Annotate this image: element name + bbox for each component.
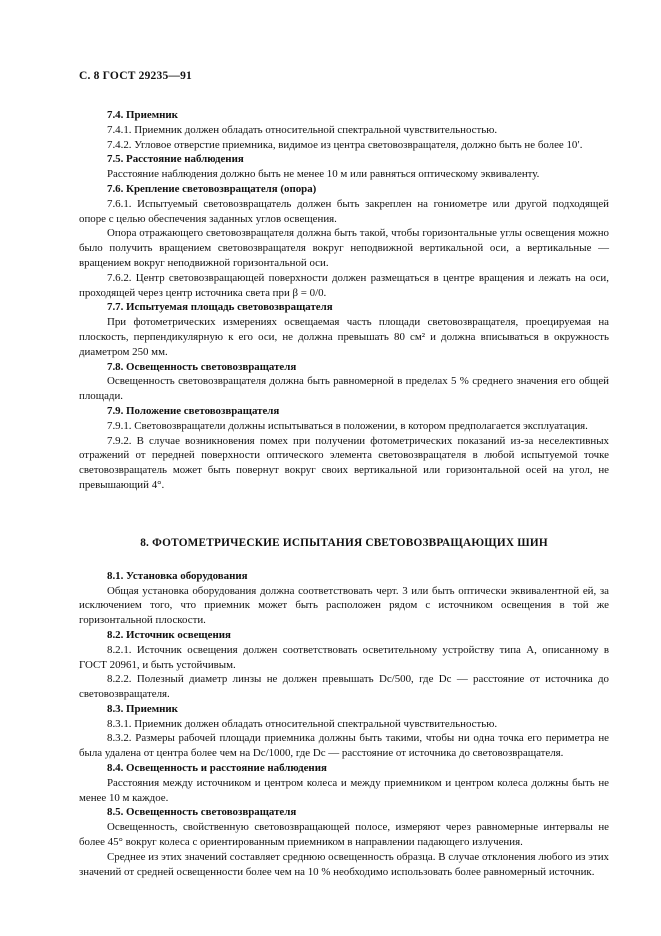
para-7-6-1: 7.6.1. Испытуемый световозвращатель должен быть закреплен на гониометре или другой подходящей опоре с целью обеспечения заданных углов освещения. [79, 197, 609, 225]
para-8-2-1: 8.2.1. Источник освещения должен соответствовать осветительному устройству типа А, описанному в ГОСТ 20961, и быть устойчивым. [79, 643, 609, 671]
para-7-4-1: 7.4.1. Приемник должен обладать относительной спектральной чувствительностью. [107, 123, 498, 136]
heading-8-2: 8.2. Источник освещения [107, 628, 231, 641]
heading-7-8: 7.8. Освещенность световозвращателя [107, 360, 297, 373]
para-7-8: Освещенность световозвращателя должна быть равномерной в пределах 5 % среднего значения его общей площади. [79, 375, 609, 403]
clause-7-block [79, 108, 609, 493]
para-8-3-1: 8.3.1. Приемник должен обладать относительной спектральной чувствительностью. [107, 717, 498, 730]
para-8-1: Общая установка оборудования должна соответствовать черт. 3 или быть оптически эквивалентной ей, за исключением того, что приемник может быть расположен рядом с источником освещения в той же горизонтальной плоскости. [79, 584, 609, 627]
heading-7-4: 7.4. Приемник [107, 109, 178, 121]
para-7-7: При фотометрических измерениях освещаемая часть площади световозвращателя, проецируемая на плоскость, перпендикулярную к его оси, не должна превышать 80 см² и должна вписываться в окружность диаметром 250 мм. [79, 316, 609, 358]
heading-8-3: 8.3. Приемник [107, 702, 178, 715]
section-8-title: 8. ФОТОМЕТРИЧЕСКИЕ ИСПЫТАНИЯ СВЕТОВОЗВРАЩАЮЩИХ ШИН [140, 536, 548, 549]
para-8-3-2: 8.3.2. Размеры рабочей площади приемника должны быть такими, чтобы ни одна точка его периметра не была удалена от центра более чем на Dc/1000, где Dc — расстояние от источника до световозвращателя. [79, 732, 609, 760]
heading-7-5: 7.5. Расстояние наблюдения [107, 153, 244, 166]
para-7-6-1b: Опора отражающего световозвращателя должна быть такой, чтобы горизонтальные углы освещения можно было получить вращением световозвращателя вокруг неподвижной вертикальной оси, а вертикальные — вращением вокруг неподвижной горизонтальной оси. [79, 227, 609, 269]
para-7-9-2: 7.9.2. В случае возникновения помех при получении фотометрических показаний из-за неселективных отражений от передней поверхности оптического элемента световозвращателя в любой испытуемой точке световозвращатель может быть повернут вокруг своих вертикальной или горизонтальной осей на угол, не превышающий 4°. [79, 434, 609, 491]
para-8-5b: Среднее из этих значений составляет среднюю освещенность образца. В случае отклонения любого из этих значений от средней освещенности более чем на 10 % необходимо использовать более равномерный источник. [79, 850, 609, 878]
para-8-2-2: 8.2.2. Полезный диаметр линзы не должен превышать Dc/500, где Dc — расстояние от источника до световозвращателя. [79, 673, 609, 701]
para-8-5a: Освещенность, свойственную световозвращающей полосе, измеряют через равномерные интервалы не более 45° вокруг колеса с ориентированным приемником в направлении падающего излучения. [79, 821, 609, 849]
heading-7-6: 7.6. Крепление световозвращателя (опора) [107, 182, 317, 195]
heading-7-9: 7.9. Положение световозвращателя [107, 404, 280, 417]
heading-7-7: 7.7. Испытуемая площадь световозвращателя [107, 301, 333, 314]
heading-8-5: 8.5. Освещенность световозвращателя [107, 806, 297, 819]
para-7-5: Расстояние наблюдения должно быть не менее 10 м или равняться оптическому эквиваленту. [107, 168, 540, 181]
para-7-9-1: 7.9.1. Световозвращатели должны испытываться в положении, в котором предполагается эксплуатация. [107, 419, 588, 432]
para-7-6-2: 7.6.2. Центр световозвращающей поверхности должен размещаться в центре вращения и лежать на оси, проходящей через центр источника света при β = 0/0. [79, 271, 609, 299]
heading-8-1: 8.1. Установка оборудования [107, 569, 248, 582]
page-header: С. 8 ГОСТ 29235—91 [79, 70, 192, 82]
para-7-4-2: 7.4.2. Угловое отверстие приемника, видимое из центра световозвращателя, должно быть не более 10′. [107, 138, 583, 151]
clause-8-block [79, 569, 609, 880]
para-8-4: Расстояния между источником и центром колеса и между приемником и центром колеса должны быть не менее 10 м каждое. [79, 776, 609, 804]
heading-8-4: 8.4. Освещенность и расстояние наблюдения [107, 762, 327, 775]
